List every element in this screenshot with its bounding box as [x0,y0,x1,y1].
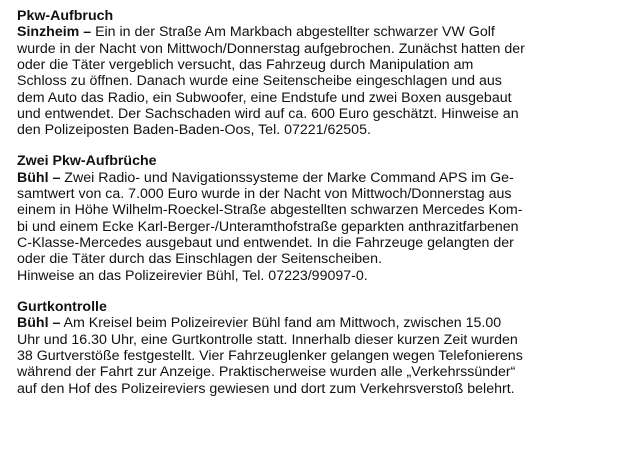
article-zwei-pkw-aufbrueche [17,153,617,283]
article-text-line: C-Klasse-Mercedes ausgebaut und entwendet. In die Fahrzeuge gelangten der [17,235,514,252]
article-text-line: samtwert von ca. 7.000 Euro wurde in der Nacht von Mittwoch/Donnerstag aus [17,186,512,203]
article-gurtkontrolle [17,299,617,397]
article-text-line: Zwei Radio- und Navigationssysteme der Marke Command APS im Ge- [60,169,514,186]
article-text-line: Am Kreisel beim Polizeirevier Bühl fand am Mittwoch, zwischen 15.00 [60,315,502,332]
article-text-line: bi und einem Ecke Karl-Berger-/Unteramthofstraße geparkten anthrazitfarbenen [17,218,519,235]
article-first-line [17,315,617,331]
article-text-line: Ein in der Straße Am Markbach abgestellter schwarzer VW Golf [91,24,495,41]
article-headline: Gurtkontrolle [17,298,107,315]
article-text-line: den Polizeiposten Baden-Baden-Oos, Tel. 07221/62505. [17,122,371,139]
article-text-line: auf den Hof des Polizeireviers gewiesen und dort zum Verkehrsverstoß belehrt. [17,380,515,397]
document-page [17,8,617,397]
article-text-line: 38 Gurtverstöße festgestellt. Vier Fahrzeuglenker gelangen wegen Telefonierens [17,347,523,364]
article-first-line [17,24,617,40]
article-text-line: oder die Täter durch das Einschlagen der Seitenscheiben. [17,251,382,268]
article-text-line: oder die Täter vergeblich versucht, das Fahrzeug durch Manipulation am [17,57,474,73]
article-location: Sinzheim – [17,24,92,41]
article-location: Bühl – [17,315,61,332]
article-text-line: wurde in der Nacht von Mittwoch/Donnerstag aufgebrochen. Zunächst hatten der [17,40,525,57]
article-headline: Pkw-Aufbruch [17,8,114,24]
article-text-line: dem Auto das Radio, ein Subwoofer, eine Endstufe und zwei Boxen ausgebaut [17,89,512,106]
article-location: Bühl – [17,169,61,186]
article-headline: Zwei Pkw-Aufbrüche [17,153,157,170]
article-text-line: Uhr und 16.30 Uhr, eine Gurtkontrolle statt. Innerhalb dieser kurzen Zeit wurden [17,331,518,348]
article-pkw-aufbruch [17,8,617,138]
article-text-line: Schloss zu öffnen. Danach wurde eine Seitenscheibe eingeschlagen und aus [17,73,502,90]
article-first-line [17,170,617,186]
article-text-line: während der Fahrt zur Anzeige. Praktischerweise wurden alle „Verkehrssünder“ [17,364,516,381]
article-text-line: Hinweise an das Polizeirevier Bühl, Tel. 07223/99097-0. [17,267,368,284]
article-text-line: und entwendet. Der Sachschaden wird auf ca. 600 Euro geschätzt. Hinweise an [17,105,519,122]
article-text-line: einem in Höhe Wilhelm-Roeckel-Straße abgestellten schwarzen Mercedes Kom- [17,202,523,219]
